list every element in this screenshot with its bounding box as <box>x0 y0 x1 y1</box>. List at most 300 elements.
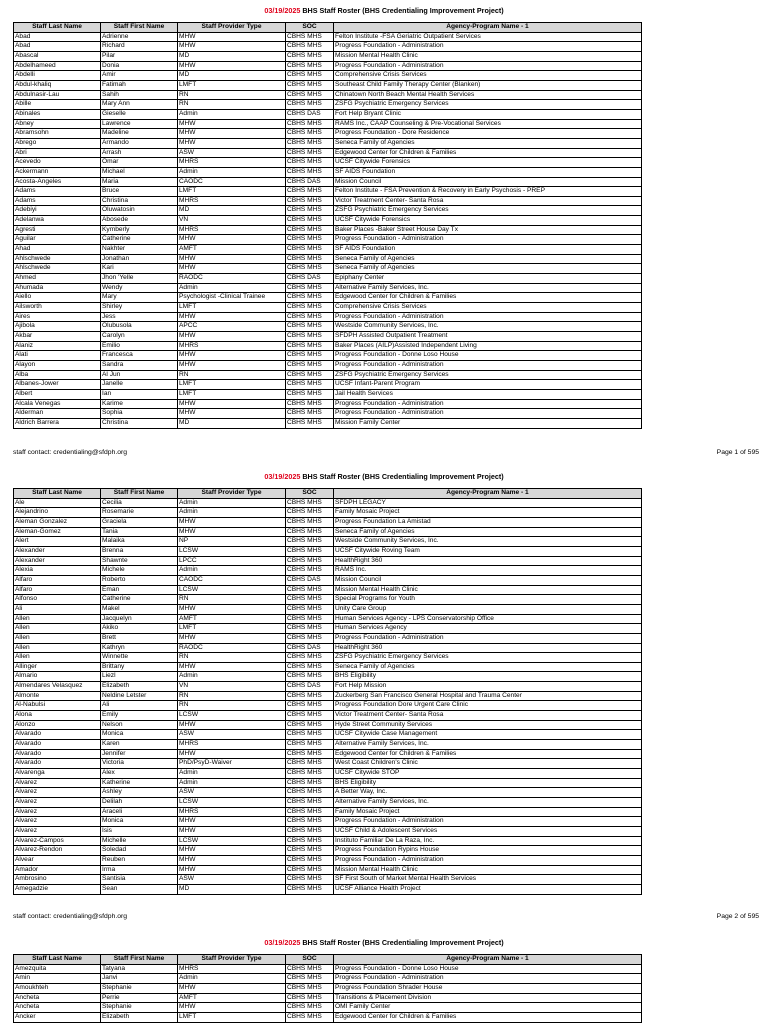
cell-agency-program: HealthRight 360 <box>334 556 642 566</box>
cell-first-name: Irma <box>101 865 178 875</box>
cell-last-name: Alexia <box>14 566 101 576</box>
cell-agency-program: Victor Treatment Center- Santa Rosa <box>334 711 642 721</box>
cell-last-name: Alvarez <box>14 807 101 817</box>
cell-first-name: Akiko <box>101 624 178 634</box>
cell-last-name: Allen <box>14 643 101 653</box>
page-number: Page 1 of 595 <box>716 449 759 456</box>
cell-soc: CBHS MHS <box>286 312 334 322</box>
cell-agency-program: Epiphany Center <box>334 274 642 284</box>
table-row <box>14 303 642 313</box>
cell-first-name: Eman <box>101 585 178 595</box>
cell-agency-program: Progress Foundation Rypins House <box>334 846 642 856</box>
table-row <box>14 701 642 711</box>
table-row <box>14 138 642 148</box>
col-header-provider-type: Staff Provider Type <box>178 955 286 965</box>
cell-soc: CBHS MHS <box>286 245 334 255</box>
cell-provider-type: MD <box>178 71 286 81</box>
cell-first-name: Carolyn <box>101 332 178 342</box>
table-row <box>14 508 642 518</box>
cell-soc: CBHS MHS <box>286 100 334 110</box>
cell-first-name: Omar <box>101 158 178 168</box>
cell-first-name: Pilar <box>101 51 178 61</box>
table-row <box>14 32 642 42</box>
cell-last-name: Abille <box>14 100 101 110</box>
cell-soc: CBHS MHS <box>286 187 334 197</box>
cell-agency-program: Progress Foundation - Administration <box>334 399 642 409</box>
cell-provider-type: LCSW <box>178 836 286 846</box>
table-row <box>14 274 642 284</box>
table-row <box>14 245 642 255</box>
cell-first-name: Michele <box>101 566 178 576</box>
cell-provider-type: MHRS <box>178 964 286 974</box>
table-row <box>14 216 642 226</box>
table-row <box>14 51 642 61</box>
cell-agency-program: Human Services Agency - LPS Conservatorship Office <box>334 614 642 624</box>
cell-last-name: Amoukhteh <box>14 983 101 993</box>
cell-agency-program: UCSF Child & Adolescent Services <box>334 826 642 836</box>
table-row <box>14 196 642 206</box>
cell-soc: CBHS MHS <box>286 730 334 740</box>
cell-first-name: Adrienne <box>101 32 178 42</box>
cell-agency-program: Felton Institute -FSA Geriatric Outpatient Services <box>334 32 642 42</box>
cell-provider-type: LMFT <box>178 187 286 197</box>
cell-soc: CBHS MHS <box>286 691 334 701</box>
cell-provider-type: MHW <box>178 264 286 274</box>
cell-first-name: Gieselle <box>101 109 178 119</box>
cell-agency-program: Special Programs for Youth <box>334 595 642 605</box>
table-row <box>14 527 642 537</box>
cell-agency-program: Alternative Family Services, Inc. <box>334 283 642 293</box>
table-row <box>14 855 642 865</box>
cell-soc: CBHS MHS <box>286 341 334 351</box>
cell-soc: CBHS MHS <box>286 283 334 293</box>
cell-last-name: Ancheta <box>14 1003 101 1013</box>
cell-agency-program: Fort Help Bryant Clinic <box>334 109 642 119</box>
table-row <box>14 1003 642 1013</box>
cell-provider-type: MHW <box>178 332 286 342</box>
cell-agency-program: Progress Foundation - Administration <box>334 974 642 984</box>
cell-soc: CBHS MHS <box>286 42 334 52</box>
cell-first-name: Michael <box>101 167 178 177</box>
roster-table <box>13 488 642 895</box>
page-title <box>0 6 768 15</box>
cell-last-name: Allinger <box>14 662 101 672</box>
cell-provider-type: MHW <box>178 633 286 643</box>
cell-agency-program: Alternative Family Services, Inc. <box>334 740 642 750</box>
cell-last-name: Adebiyi <box>14 206 101 216</box>
cell-soc: CBHS MHS <box>286 196 334 206</box>
cell-last-name: Alvarado <box>14 730 101 740</box>
cell-last-name: Abdelhameed <box>14 61 101 71</box>
cell-first-name: Wendy <box>101 283 178 293</box>
cell-soc: CBHS MHS <box>286 711 334 721</box>
cell-provider-type: MHW <box>178 1003 286 1013</box>
cell-soc: CBHS MHS <box>286 225 334 235</box>
cell-agency-program: UCSF Citywide Roving Team <box>334 546 642 556</box>
table-row <box>14 993 642 1003</box>
cell-last-name: Ailsworth <box>14 303 101 313</box>
col-header-agency-program: Agency-Program Name - 1 <box>334 23 642 33</box>
cell-last-name: Ajibola <box>14 322 101 332</box>
page-number: Page 2 of 595 <box>716 913 759 920</box>
cell-first-name: Lawrence <box>101 119 178 129</box>
roster-title: BHS Staff Roster (BHS Credentialing Improvement Project) <box>302 6 504 15</box>
col-header-soc: SOC <box>286 23 334 33</box>
cell-provider-type: MHW <box>178 312 286 322</box>
col-header-soc: SOC <box>286 489 334 499</box>
cell-provider-type: LMFT <box>178 624 286 634</box>
cell-agency-program: Progress Foundation - Administration <box>334 409 642 419</box>
cell-soc: CBHS MHS <box>286 90 334 100</box>
cell-first-name: Richard <box>101 42 178 52</box>
cell-last-name: Amegadzie <box>14 884 101 894</box>
cell-agency-program: RAMS Inc. <box>334 566 642 576</box>
cell-agency-program: ZSFG Psychiatric Emergency Services <box>334 653 642 663</box>
cell-provider-type: MHW <box>178 826 286 836</box>
table-row <box>14 817 642 827</box>
table-row <box>14 293 642 303</box>
page-title <box>0 938 768 947</box>
cell-soc: CBHS MHS <box>286 855 334 865</box>
cell-soc: CBHS MHS <box>286 508 334 518</box>
cell-soc: CBHS MHS <box>286 566 334 576</box>
cell-provider-type: LCSW <box>178 546 286 556</box>
cell-provider-type: RN <box>178 691 286 701</box>
cell-provider-type: MD <box>178 206 286 216</box>
cell-provider-type: Admin <box>178 672 286 682</box>
cell-first-name: Brittany <box>101 662 178 672</box>
cell-agency-program: Progress Foundation - Administration <box>334 817 642 827</box>
table-row <box>14 42 642 52</box>
cell-agency-program: UCSF Citywide Forensics <box>334 158 642 168</box>
col-header-first-name: Staff First Name <box>101 23 178 33</box>
roster-table <box>13 954 642 1023</box>
cell-provider-type: MHW <box>178 720 286 730</box>
cell-provider-type: MHW <box>178 517 286 527</box>
table-row <box>14 964 642 974</box>
cell-last-name: Amador <box>14 865 101 875</box>
cell-agency-program: Progress Foundation - Administration <box>334 855 642 865</box>
cell-soc: CBHS MHS <box>286 61 334 71</box>
cell-agency-program: ZSFG Psychiatric Emergency Services <box>334 100 642 110</box>
cell-provider-type: RN <box>178 701 286 711</box>
table-row <box>14 865 642 875</box>
cell-soc: CBHS MHS <box>286 817 334 827</box>
roster-table <box>13 22 642 429</box>
table-row <box>14 409 642 419</box>
cell-soc: CBHS MHS <box>286 740 334 750</box>
cell-agency-program: Comprehensive Crisis Services <box>334 71 642 81</box>
cell-first-name: Jess <box>101 312 178 322</box>
cell-agency-program: Progress Foundation - Dore Residence <box>334 129 642 139</box>
cell-provider-type: ASW <box>178 875 286 885</box>
cell-first-name: Nelson <box>101 720 178 730</box>
table-row <box>14 206 642 216</box>
cell-soc: CBHS MHS <box>286 546 334 556</box>
cell-first-name: Isis <box>101 826 178 836</box>
table-header-row <box>14 23 642 33</box>
cell-agency-program: Progress Foundation - Administration <box>334 633 642 643</box>
cell-last-name: Allen <box>14 633 101 643</box>
cell-last-name: Alert <box>14 537 101 547</box>
cell-last-name: Aleman-Gomez <box>14 527 101 537</box>
cell-soc: CBHS MHS <box>286 351 334 361</box>
cell-agency-program: Human Services Agency <box>334 624 642 634</box>
cell-first-name: Stephanie <box>101 1003 178 1013</box>
cell-first-name: Armando <box>101 138 178 148</box>
table-row <box>14 653 642 663</box>
cell-first-name: Monica <box>101 730 178 740</box>
table-header-row <box>14 955 642 965</box>
cell-soc: CBHS DAS <box>286 274 334 284</box>
table-row <box>14 798 642 808</box>
cell-soc: CBHS MHS <box>286 380 334 390</box>
cell-first-name: Sophia <box>101 409 178 419</box>
cell-first-name: Cecilia <box>101 498 178 508</box>
cell-last-name: Alvarez-Rendon <box>14 846 101 856</box>
cell-last-name: Ackermann <box>14 167 101 177</box>
cell-first-name: Tatyana <box>101 964 178 974</box>
page-title <box>0 472 768 481</box>
table-row <box>14 682 642 692</box>
cell-first-name: Christina <box>101 196 178 206</box>
cell-last-name: Alaniz <box>14 341 101 351</box>
cell-first-name: Catherine <box>101 595 178 605</box>
cell-first-name: Victoria <box>101 759 178 769</box>
cell-last-name: Alvarez <box>14 826 101 836</box>
cell-last-name: Alonzo <box>14 720 101 730</box>
cell-soc: CBHS MHS <box>286 517 334 527</box>
cell-soc: CBHS MHS <box>286 32 334 42</box>
table-row <box>14 575 642 585</box>
cell-last-name: Alexander <box>14 556 101 566</box>
cell-agency-program: Unity Care Group <box>334 604 642 614</box>
cell-soc: CBHS DAS <box>286 575 334 585</box>
cell-last-name: Al-Nabulsi <box>14 701 101 711</box>
cell-agency-program: OMI Family Center <box>334 1003 642 1013</box>
table-row <box>14 875 642 885</box>
cell-agency-program: SFDPH LEGACY <box>334 498 642 508</box>
cell-soc: CBHS MHS <box>286 653 334 663</box>
cell-first-name: Kymberly <box>101 225 178 235</box>
cell-agency-program: Baker Places (AILP)Assisted Independent Living <box>334 341 642 351</box>
cell-provider-type: LCSW <box>178 711 286 721</box>
cell-soc: CBHS MHS <box>286 875 334 885</box>
cell-last-name: Acevedo <box>14 158 101 168</box>
cell-soc: CBHS MHS <box>286 556 334 566</box>
table-row <box>14 846 642 856</box>
cell-provider-type: MD <box>178 418 286 428</box>
cell-agency-program: Westside Community Services, Inc. <box>334 322 642 332</box>
cell-provider-type: MHW <box>178 61 286 71</box>
cell-soc: CBHS MHS <box>286 293 334 303</box>
cell-soc: CBHS MHS <box>286 701 334 711</box>
cell-soc: CBHS MHS <box>286 138 334 148</box>
cell-provider-type: MHW <box>178 983 286 993</box>
cell-last-name: Almendares Velasquez <box>14 682 101 692</box>
cell-first-name: Elizabeth <box>101 682 178 692</box>
cell-last-name: Alfonso <box>14 595 101 605</box>
cell-provider-type: LCSW <box>178 585 286 595</box>
cell-agency-program: Progress Foundation - Administration <box>334 235 642 245</box>
cell-last-name: Ahlschwede <box>14 264 101 274</box>
cell-agency-program: UCSF Alliance Health Project <box>334 884 642 894</box>
cell-soc: CBHS MHS <box>286 332 334 342</box>
cell-provider-type: Psychologist -Clinical Trainee <box>178 293 286 303</box>
cell-soc: CBHS MHS <box>286 498 334 508</box>
cell-agency-program: Seneca Family of Agencies <box>334 138 642 148</box>
cell-provider-type: CAODC <box>178 575 286 585</box>
table-row <box>14 158 642 168</box>
cell-soc: CBHS DAS <box>286 177 334 187</box>
cell-first-name: Jacquelyn <box>101 614 178 624</box>
table-row <box>14 100 642 110</box>
cell-agency-program: Baker Places -Baker Street House Day Tx <box>334 225 642 235</box>
cell-last-name: Ali <box>14 604 101 614</box>
cell-first-name: Alex <box>101 769 178 779</box>
cell-soc: CBHS MHS <box>286 71 334 81</box>
cell-last-name: Alba <box>14 370 101 380</box>
cell-last-name: Alvarez <box>14 778 101 788</box>
cell-provider-type: MHW <box>178 749 286 759</box>
cell-soc: CBHS MHS <box>286 624 334 634</box>
cell-provider-type: VN <box>178 682 286 692</box>
cell-first-name: Stephanie <box>101 983 178 993</box>
cell-agency-program: Hyde Street Community Services <box>334 720 642 730</box>
cell-soc: CBHS MHS <box>286 235 334 245</box>
cell-last-name: Alvarez <box>14 798 101 808</box>
table-row <box>14 109 642 119</box>
table-row <box>14 71 642 81</box>
cell-last-name: Aguilar <box>14 235 101 245</box>
cell-first-name: Tania <box>101 527 178 537</box>
cell-soc: CBHS MHS <box>286 360 334 370</box>
cell-first-name: Katherine <box>101 778 178 788</box>
table-row <box>14 974 642 984</box>
table-row <box>14 61 642 71</box>
cell-soc: CBHS MHS <box>286 807 334 817</box>
cell-first-name: Mary Ann <box>101 100 178 110</box>
col-header-first-name: Staff First Name <box>101 955 178 965</box>
roster-title: BHS Staff Roster (BHS Credentialing Improvement Project) <box>302 472 504 481</box>
cell-provider-type: RN <box>178 653 286 663</box>
cell-agency-program: Victor Treatment Center- Santa Rosa <box>334 196 642 206</box>
roster-table-body <box>14 32 642 428</box>
cell-last-name: Alvarez <box>14 788 101 798</box>
cell-soc: CBHS MHS <box>286 527 334 537</box>
table-row <box>14 595 642 605</box>
cell-provider-type: MHW <box>178 846 286 856</box>
cell-first-name: Perrie <box>101 993 178 1003</box>
cell-first-name: Sean <box>101 884 178 894</box>
table-row <box>14 90 642 100</box>
col-header-provider-type: Staff Provider Type <box>178 23 286 33</box>
table-row <box>14 983 642 993</box>
cell-provider-type: LCSW <box>178 798 286 808</box>
table-row <box>14 546 642 556</box>
cell-first-name: Shawnte <box>101 556 178 566</box>
cell-first-name: Graciela <box>101 517 178 527</box>
roster-date: 03/19/2025 <box>264 472 301 481</box>
cell-first-name: Francesca <box>101 351 178 361</box>
table-row <box>14 225 642 235</box>
cell-provider-type: MHW <box>178 235 286 245</box>
table-row <box>14 537 642 547</box>
cell-provider-type: MHW <box>178 527 286 537</box>
cell-soc: CBHS MHS <box>286 303 334 313</box>
cell-last-name: Adelanwa <box>14 216 101 226</box>
table-row <box>14 662 642 672</box>
table-row <box>14 264 642 274</box>
table-row <box>14 332 642 342</box>
table-row <box>14 80 642 90</box>
cell-first-name: Janelle <box>101 380 178 390</box>
cell-soc: CBHS MHS <box>286 216 334 226</box>
cell-first-name: Catherine <box>101 235 178 245</box>
cell-agency-program: UCSF Citywide STOP <box>334 769 642 779</box>
cell-first-name: Karen <box>101 740 178 750</box>
cell-first-name: Janvi <box>101 974 178 984</box>
table-row <box>14 720 642 730</box>
table-row <box>14 370 642 380</box>
cell-soc: CBHS MHS <box>286 836 334 846</box>
cell-first-name: Michelle <box>101 836 178 846</box>
cell-soc: CBHS MHS <box>286 322 334 332</box>
cell-last-name: Alati <box>14 351 101 361</box>
cell-last-name: Albanes-Jower <box>14 380 101 390</box>
table-row <box>14 624 642 634</box>
cell-first-name: Nakhter <box>101 245 178 255</box>
cell-provider-type: RN <box>178 595 286 605</box>
cell-provider-type: Admin <box>178 566 286 576</box>
cell-provider-type: LMFT <box>178 80 286 90</box>
cell-agency-program: Edgewood Center for Children & Families <box>334 293 642 303</box>
cell-first-name: Maria <box>101 177 178 187</box>
cell-agency-program: Southeast Child Family Therapy Center (Blanken) <box>334 80 642 90</box>
cell-soc: CBHS MHS <box>286 370 334 380</box>
cell-last-name: Ale <box>14 498 101 508</box>
cell-last-name: Amin <box>14 974 101 984</box>
cell-provider-type: AMFT <box>178 245 286 255</box>
cell-last-name: Ahmed <box>14 274 101 284</box>
table-row <box>14 769 642 779</box>
cell-last-name: Ancker <box>14 1012 101 1022</box>
cell-provider-type: MHW <box>178 32 286 42</box>
table-row <box>14 1012 642 1022</box>
cell-agency-program: Mission Council <box>334 177 642 187</box>
cell-first-name: Sahih <box>101 90 178 100</box>
cell-provider-type: MHW <box>178 409 286 419</box>
cell-first-name: Jennifer <box>101 749 178 759</box>
cell-last-name: Ahumada <box>14 283 101 293</box>
cell-provider-type: MHW <box>178 351 286 361</box>
cell-provider-type: MHW <box>178 129 286 139</box>
cell-last-name: Alexander <box>14 546 101 556</box>
cell-first-name: Sandra <box>101 360 178 370</box>
cell-last-name: Alvarado <box>14 759 101 769</box>
cell-last-name: Allen <box>14 614 101 624</box>
cell-last-name: Aldrich Barrera <box>14 418 101 428</box>
cell-last-name: Alfaro <box>14 585 101 595</box>
cell-provider-type: MHW <box>178 399 286 409</box>
table-row <box>14 119 642 129</box>
cell-provider-type: MHRS <box>178 196 286 206</box>
cell-soc: CBHS MHS <box>286 254 334 264</box>
cell-soc: CBHS MHS <box>286 148 334 158</box>
cell-last-name: Alcala Venegas <box>14 399 101 409</box>
cell-first-name: Brenna <box>101 546 178 556</box>
roster-page-3 <box>0 938 768 1024</box>
